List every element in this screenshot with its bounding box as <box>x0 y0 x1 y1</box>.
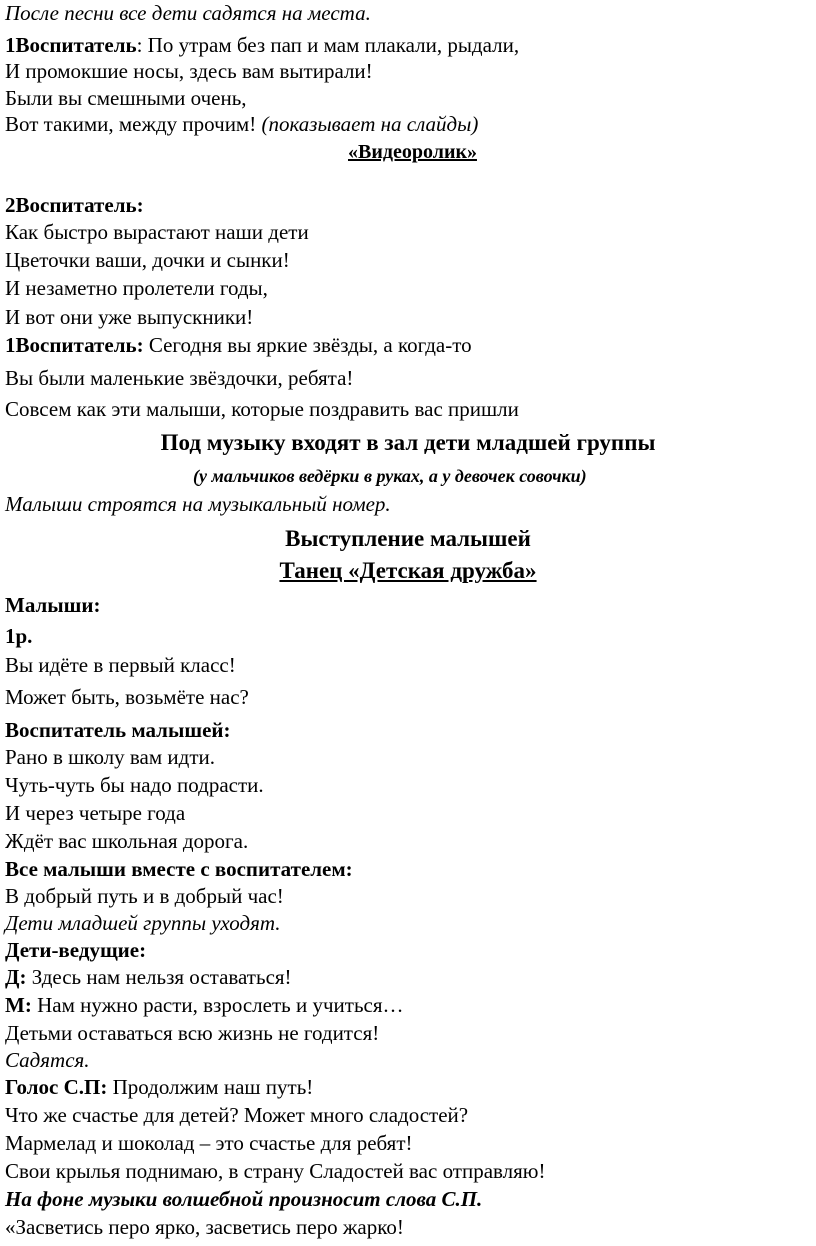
stage-direction: Малыши строятся на музыкальный номер. <box>5 492 391 516</box>
speaker-label: Дети-ведущие: <box>5 938 147 962</box>
poem-line: Свои крылья поднимаю, в страну Сладостей вас отправляю! <box>5 1159 546 1183</box>
performance-heading: Выступление малышей <box>285 526 531 551</box>
poem-line: Мармелад и шоколад – это счастье для ребят! <box>5 1131 413 1155</box>
stage-direction: Дети младшей группы уходят. <box>5 911 281 935</box>
poem-line: В добрый путь и в добрый час! <box>5 884 284 908</box>
stage-direction: На фоне музыки волшебной произносит слова С.П. <box>5 1187 483 1211</box>
speech-line <box>5 332 472 358</box>
speaker-label: М: <box>5 993 32 1017</box>
speaker-label: 1р. <box>5 624 33 648</box>
stage-direction: (показывает на слайды) <box>261 112 479 136</box>
speech-text: Нам нужно расти, взрослеть и учиться… <box>31 993 404 1017</box>
poem-line: Совсем как эти малыши, которые поздравить вас пришли <box>5 397 519 421</box>
stage-direction: Садятся. <box>5 1048 90 1072</box>
poem-line: Цветочки ваши, дочки и сынки! <box>5 248 290 272</box>
speech-line <box>5 992 404 1018</box>
poem-line: Как быстро вырастают наши дети <box>5 220 309 244</box>
speaker-label: Голос С.П: <box>5 1075 108 1099</box>
dance-title: Танец «Детская дружба» <box>279 558 537 583</box>
stage-direction: После песни все дети садятся на места. <box>5 1 371 25</box>
speaker-label: Малыши: <box>5 593 101 617</box>
speech-line <box>5 964 292 990</box>
poem-line <box>5 111 478 137</box>
poem-line: Вы идёте в первый класс! <box>5 653 236 677</box>
poem-line: Ждёт вас школьная дорога. <box>5 829 249 853</box>
speaker-label: Воспитатель малышей: <box>5 718 231 742</box>
speaker-label: 1Воспитатель <box>5 33 137 57</box>
poem-line: И незаметно пролетели годы, <box>5 276 268 300</box>
video-clip-heading: «Видеоролик» <box>348 141 477 163</box>
speaker-label: 1Воспитатель: <box>5 333 144 357</box>
poem-line: «Засветись перо ярко, засветись перо жарко! <box>5 1215 404 1239</box>
poem-line: И вот они уже выпускники! <box>5 305 254 329</box>
speech-text: Сегодня вы яркие звёзды, а когда-то <box>143 333 472 357</box>
speaker-label: Д: <box>5 965 27 989</box>
speech-text: Здесь нам нельзя оставаться! <box>26 965 292 989</box>
poem-line: И через четыре года <box>5 801 186 825</box>
speaker-label: Все малыши вместе с воспитателем: <box>5 857 353 881</box>
speech-text: : По утрам без пап и мам плакали, рыдали, <box>136 33 520 57</box>
poem-line: Что же счастье для детей? Может много сладостей? <box>5 1103 469 1127</box>
poem-line: Были вы смешными очень, <box>5 86 247 110</box>
section-heading: Под музыку входят в зал дети младшей группы <box>160 430 656 455</box>
speaker-label: 2Воспитатель: <box>5 193 144 217</box>
speech-line <box>5 32 519 58</box>
poem-line: Чуть-чуть бы надо подрасти. <box>5 773 264 797</box>
poem-line: Может быть, возьмёте нас? <box>5 685 249 709</box>
speech-line <box>5 1074 313 1100</box>
speech-text: Продолжим наш путь! <box>107 1075 314 1099</box>
poem-line: Детьми оставаться всю жизнь не годится! <box>5 1021 380 1045</box>
stage-note: (у мальчиков ведёрки в руках, а у девочек совочки) <box>193 466 587 486</box>
poem-line: Вы были маленькие звёздочки, ребята! <box>5 366 354 390</box>
poem-text: Вот такими, между прочим! <box>5 112 262 136</box>
poem-line: И промокшие носы, здесь вам вытирали! <box>5 59 373 83</box>
poem-line: Рано в школу вам идти. <box>5 745 215 769</box>
